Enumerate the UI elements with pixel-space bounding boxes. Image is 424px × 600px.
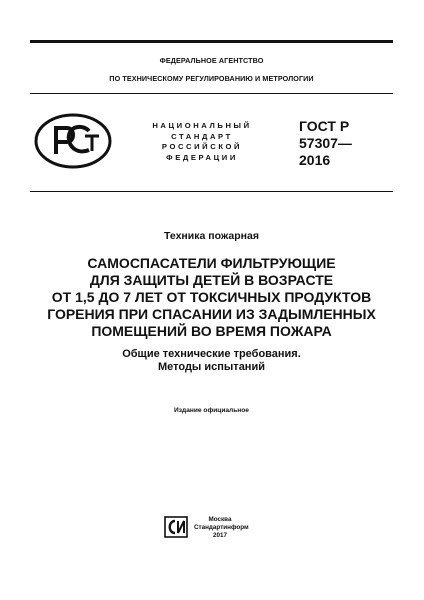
agency-line-2: ПО ТЕХНИЧЕСКОМУ РЕГУЛИРОВАНИЮ И МЕТРОЛОГИИ [109,74,314,83]
gost-code-line: 57307— [299,135,352,151]
national-line: НАЦИОНАЛЬНЫЙ [152,121,252,130]
national-line: РОССИЙСКОЙ [161,142,243,152]
national-standard-label [122,121,282,163]
standartinform-logo-icon [164,516,188,538]
title-line: ПОМЕЩЕНИЙ ВО ВРЕМЯ ПОЖАРА [91,323,332,339]
document-subtitle [30,348,393,374]
title-line: ДЛЯ ЗАЩИТЫ ДЕТЕЙ В ВОЗРАСТЕ [89,272,334,288]
title-line: ОТ 1,5 ДО 7 ЛЕТ ОТ ТОКСИЧНЫХ ПРОДУКТОВ [51,289,372,305]
publisher-line: 2017 [212,532,227,539]
gost-code-line: 2016 [299,152,331,168]
subtitle-line: Общие технические требования. [122,348,301,360]
subject-heading: Техника пожарная [164,230,259,242]
gost-code-line: ГОСТ Р [299,118,350,134]
standard-divider [30,191,393,192]
national-line: ФЕДЕРАЦИИ [166,152,238,162]
top-rule [30,40,393,43]
rst-logo-icon [33,112,113,170]
header-divider [30,93,393,94]
title-line: САМОСПАСАТЕЛИ ФИЛЬТРУЮЩИЕ [87,255,336,271]
publisher-line: Стандартинформ [194,524,249,531]
subtitle-line: Методы испытаний [158,361,265,373]
agency-line-1: ФЕДЕРАЛЬНОЕ АГЕНТСТВО [159,56,264,65]
publisher-line: Москва [208,516,232,523]
title-line: ГОРЕНИЯ ПРИ СПАСАНИИ ИЗ ЗАДЫМЛЕННЫХ [47,306,376,322]
national-line: СТАНДАРТ [171,131,233,141]
publisher-block [194,516,249,540]
official-edition: Издание официальное [174,407,249,414]
document-title [30,255,393,340]
gost-code [299,118,352,169]
